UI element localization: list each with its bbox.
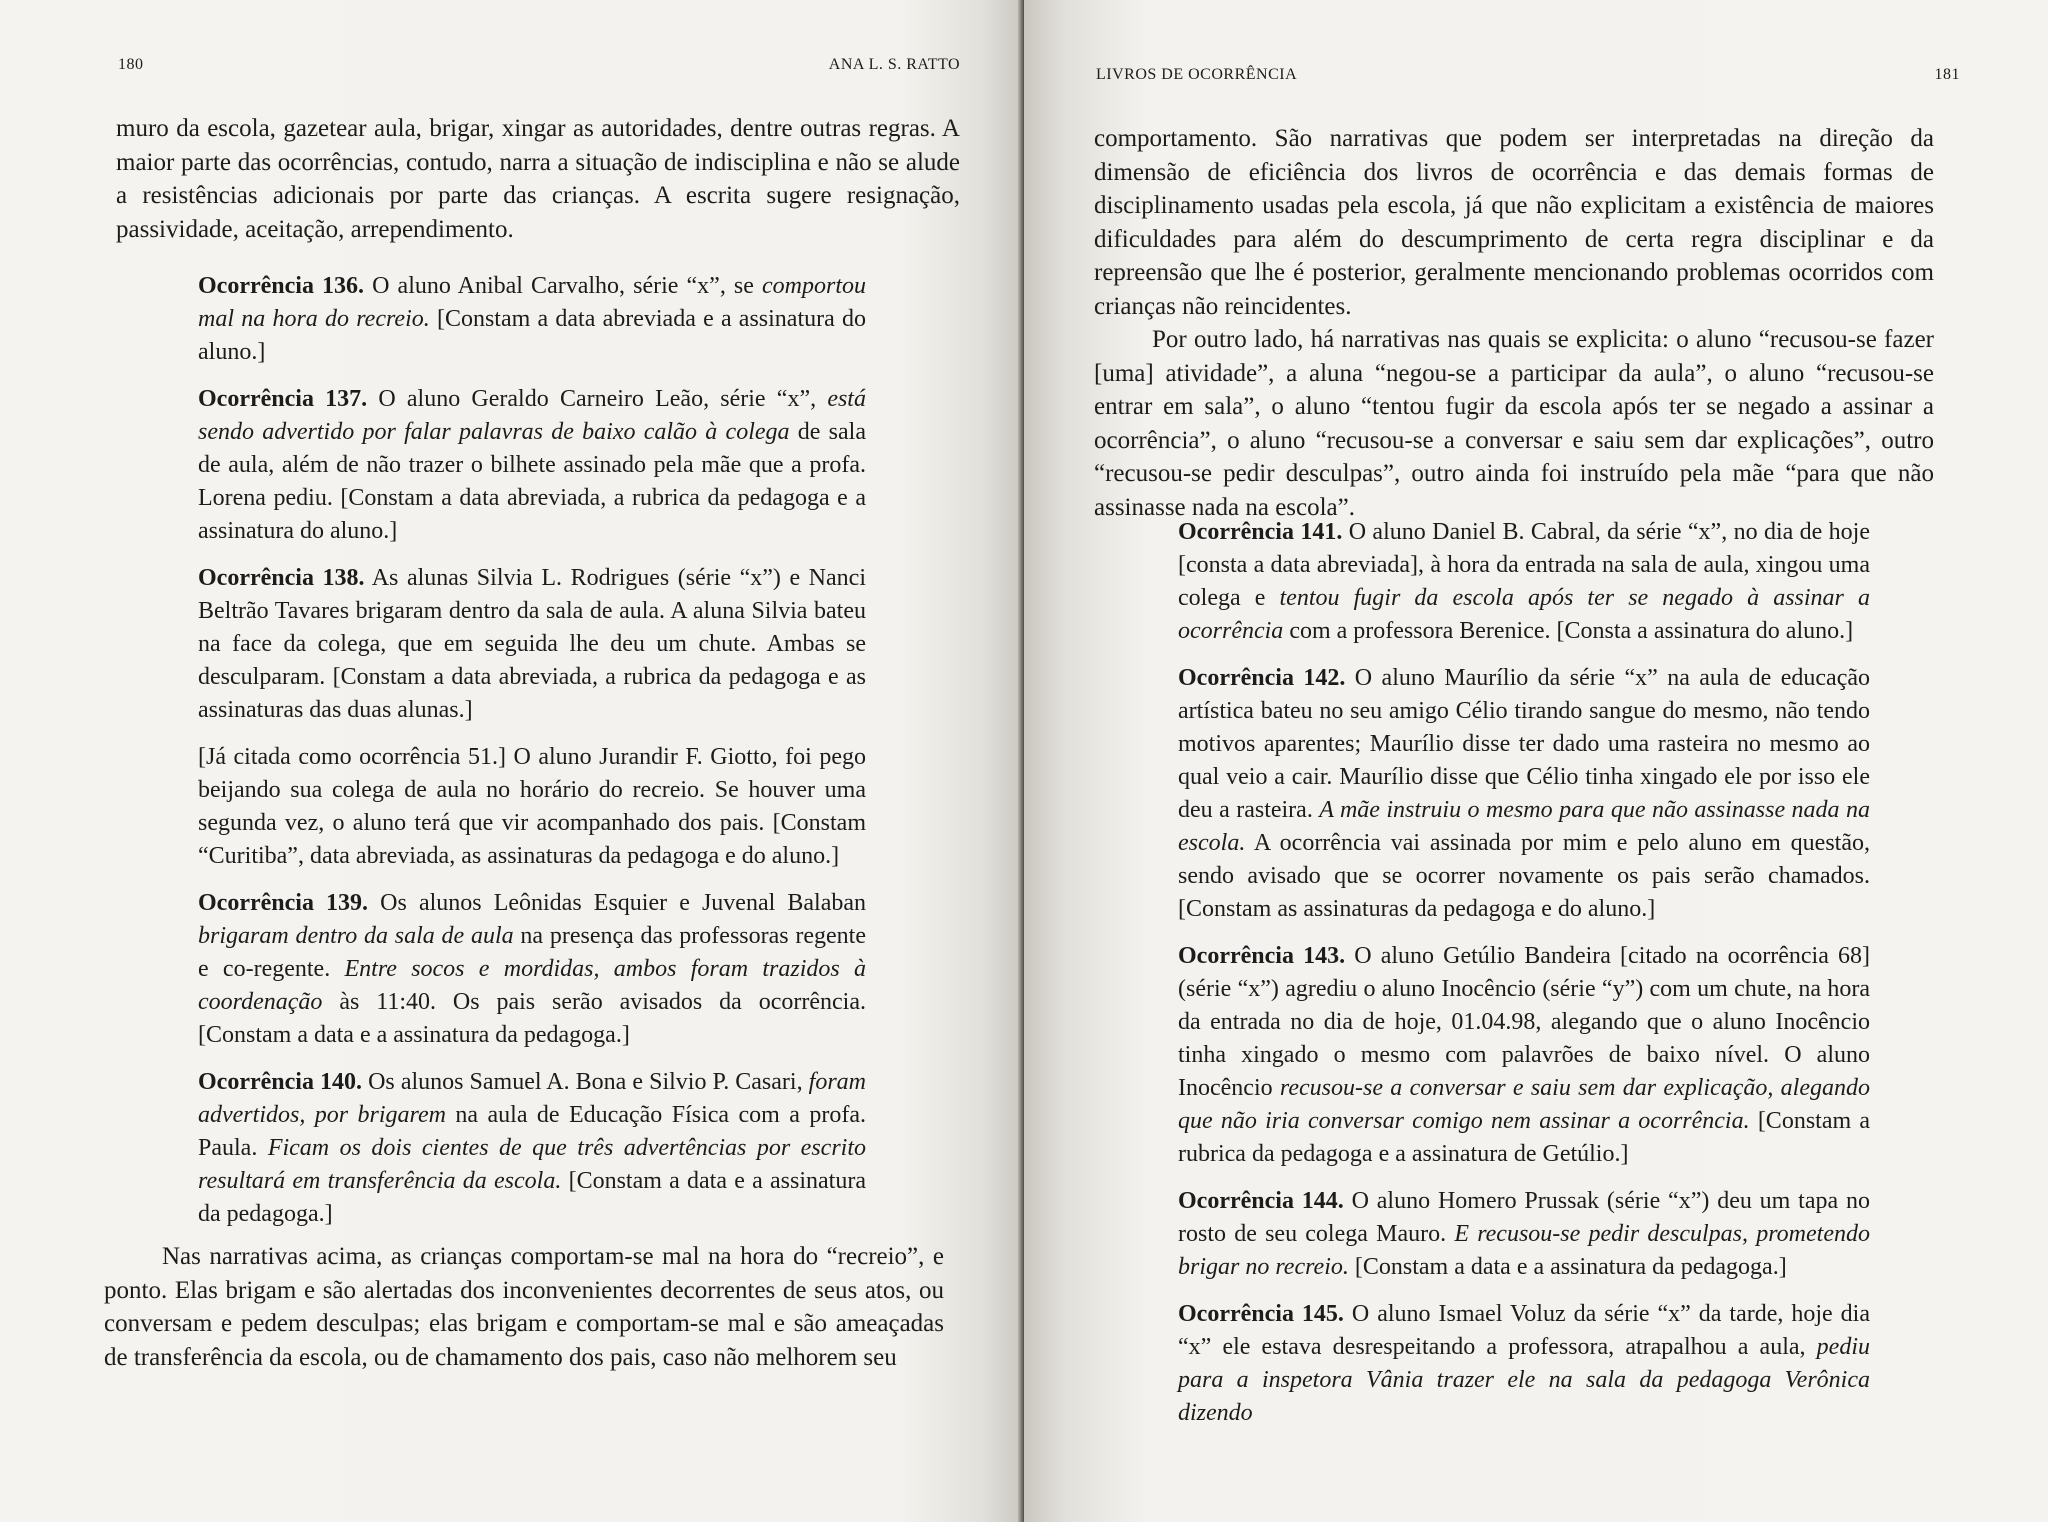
entry-142: Ocorrência 142. O aluno Maurílio da série “x” na aula de educação artística bateu no seu amigo Célio tirando sangue do mesmo, não tendo motivos aparentes; Maurílio disse ter dado uma rasteira no mesmo ao qual veio a cair. Maurílio disse que Célio tinha xingado ele por isso ele deu a rasteira. A mãe instruiu o mesmo para que não assinasse nada na escola. A ocorrência vai assinada por mim e pelo aluno em questão, sendo avisado que se ocorrer novamente os pais serão chamados. [Constam as assinaturas da pedagoga e do aluno.] [1178, 665, 1870, 922]
entry-label: Ocorrência 136. [198, 273, 365, 299]
right-page [1024, 0, 2048, 1522]
entry-144: Ocorrência 144. O aluno Homero Prussak (série “x”) deu um tapa no rosto de seu colega Mauro. E recusou-se pedir desculpas, prometendo brigar no recreio. [Constam a data e a assinatura da pedagoga.] [1178, 1188, 1870, 1280]
left-running-head: ANA L. S. RATTO [828, 56, 960, 73]
right-page-number: 181 [1934, 66, 1960, 83]
left-intro-paragraph [116, 112, 960, 246]
left-entries [198, 270, 866, 1245]
entry-137: Ocorrência 137. O aluno Geraldo Carneiro Leão, série “x”, está sendo advertido por falar palavras de baixo calão à colega de sala de aula, além de não trazer o bilhete assinado pela mãe que a profa. Lorena pediu. [Constam a data abreviada, a rubrica da pedagoga e a assinatura do aluno.] [198, 386, 866, 544]
entry-label: Ocorrência 145. [1178, 1301, 1344, 1327]
left-closing-paragraph [104, 1240, 944, 1374]
entry-label: Ocorrência 139. [198, 890, 369, 916]
right-paragraph-1: comportamento. São narrativas que podem ser interpretadas na direção da dimensão de eficiência dos livros de ocorrência e das demais formas de disciplinamento usadas pela escola, já que não explicitam a existência de maiores dificuldades para além do descumprimento de certa regra disciplinar e da repreensão que lhe é posterior, geralmente mencionando problemas ocorridos com crianças não reincidentes. [1094, 125, 1934, 320]
entry-label: Ocorrência 142. [1178, 665, 1346, 691]
entry-label: Ocorrência 144. [1178, 1188, 1344, 1214]
right-running-head: LIVROS DE OCORRÊNCIA [1096, 66, 1298, 83]
entry-136: Ocorrência 136. O aluno Anibal Carvalho, série “x”, se comportou mal na hora do recreio. [Constam a data abreviada e a assinatura do aluno.] [198, 273, 866, 365]
right-entries [1178, 516, 1870, 1444]
closing-text: Nas narrativas acima, as crianças comportam-se mal na hora do “recreio”, e ponto. Elas brigam e são alertadas dos inconvenientes decorrentes de seus atos, ou conversam e pedem desculpas; elas brigam e comportam-se mal e são ameaçadas de transferência da escola, ou de chamamento dos pais, caso não melhorem seu [104, 1243, 944, 1371]
entry-141: Ocorrência 141. O aluno Daniel B. Cabral, da série “x”, no dia de hoje [consta a data abreviada], à hora da entrada na sala de aula, xingou uma colega e tentou fugir da escola após ter se negado à assinar a ocorrência com a professora Berenice. [Consta a assinatura do aluno.] [1178, 519, 1870, 644]
entry-143: Ocorrência 143. O aluno Getúlio Bandeira [citado na ocorrência 68] (série “x”) agrediu o aluno Inocêncio (série “y”) com um chute, na hora da entrada no dia de hoje, 01.04.98, alegando que o aluno Inocêncio tinha xingado o mesmo com palavrões de baixo nível. O aluno Inocêncio recusou-se a conversar e saiu sem dar explicação, alegando que não iria conversar comigo nem assinar a ocorrência. [Constam a rubrica da pedagoga e a assinatura de Getúlio.] [1178, 943, 1871, 1167]
entry-label: Ocorrência 138. [198, 565, 365, 591]
left-page-number: 180 [118, 56, 144, 73]
entry-label: Ocorrência 143. [1178, 943, 1346, 969]
right-paragraph-2: Por outro lado, há narrativas nas quais se explicita: o aluno “recusou-se fazer [uma] atividade”, a aluna “negou-se a participar da aula”, o aluno “recusou-se entrar em sala”, o aluno “tentou fugir da escola após ter se negado a assinar a ocorrência”, o aluno “recusou-se a conversar e saiu sem dar explicações”, outro “recusou-se pedir desculpas”, outro ainda foi instruído pela mãe “para que não assinasse nada na escola”. [1094, 326, 1934, 521]
entry-145: Ocorrência 145. O aluno Ismael Voluz da série “x” da tarde, hoje dia “x” ele estava desrespeitando a professora, atrapalhou a aula, pediu para a inspetora Vânia trazer ele na sala da pedagoga Verônica dizendo [1178, 1301, 1870, 1426]
entry-139: Ocorrência 139. Os alunos Leônidas Esquier e Juvenal Balaban brigaram dentro da sala de aula na presença das professoras regente e co-regente. Entre socos e mordidas, ambos foram trazidos à coordenação às 11:40. Os pais serão avisados da ocorrência. [Constam a data e a assinatura da pedagoga.] [198, 890, 867, 1048]
entry-label: Ocorrência 141. [1178, 519, 1343, 545]
entry-138: Ocorrência 138. As alunas Silvia L. Rodrigues (série “x”) e Nanci Beltrão Tavares brigaram dentro da sala de aula. A aluna Silvia bateu na face da colega, que em seguida lhe deu um chute. Ambas se desculparam. [Constam a data abreviada, a rubrica da pedagoga e as assinaturas das duas alunas.] [198, 565, 866, 723]
entry-cited-51: [Já citada como ocorrência 51.] O aluno Jurandir F. Giotto, foi pego beijando sua colega de aula no horário do recreio. Se houver uma segunda vez, o aluno terá que vir acompanhado dos pais. [Constam “Curitiba”, data abreviada, as assinaturas da pedagoga e do aluno.] [198, 744, 866, 869]
intro-text: muro da escola, gazetear aula, brigar, xingar as autoridades, dentre outras regras. A maior parte das ocorrências, contudo, narra a situação de indisciplina e não se alude a resistências adicionais por parte das crianças. A escrita sugere resignação, passividade, aceitação, arrependimento. [116, 115, 960, 243]
entry-140: Ocorrência 140. Os alunos Samuel A. Bona e Silvio P. Casari, foram advertidos, por brigarem na aula de Educação Física com a profa. Paula. Ficam os dois cientes de que três advertências por escrito resultará em transferência da escola. [Constam a data e a assinatura da pedagoga.] [198, 1069, 866, 1227]
entry-label: Ocorrência 137. [198, 386, 368, 412]
right-body [1094, 122, 1934, 524]
entry-label: Ocorrência 140. [198, 1069, 363, 1095]
